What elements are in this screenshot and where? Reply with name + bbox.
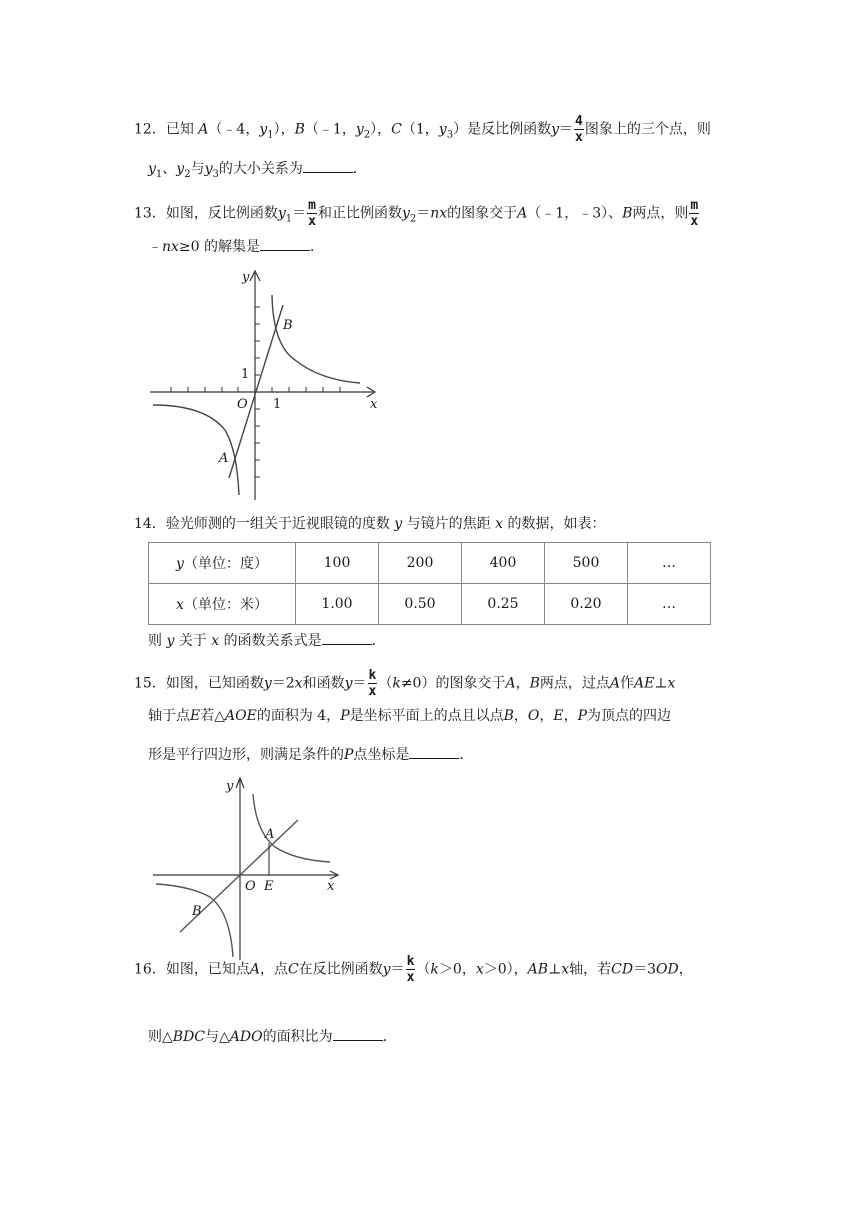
graph-x-label: x bbox=[327, 879, 335, 894]
answer-blank bbox=[322, 630, 372, 645]
q16-line2: 则△BDC与△ADO的面积比为 ． bbox=[148, 1026, 397, 1047]
graph-origin-label: O bbox=[245, 879, 256, 894]
fraction: $\frac{4}{x}$ bbox=[575, 114, 583, 145]
table-row bbox=[149, 584, 711, 625]
table-cell: … bbox=[628, 584, 711, 625]
graph-point-a-label: A bbox=[265, 827, 275, 842]
graph-point-e-label: E bbox=[264, 879, 274, 894]
graph-point-a-label: A bbox=[219, 451, 229, 466]
q15-line2: 轴于点E若△AOE的面积为 4，P是坐标平面上的点且以点B，O，E，P为顶点的四边 bbox=[148, 708, 672, 724]
table-row-header: y（单位：度） bbox=[149, 543, 296, 584]
q13-line2: ﹣nx≥0 的解集是 ． bbox=[148, 236, 324, 257]
fraction: $\frac{k}{x}$ bbox=[406, 954, 415, 985]
fraction: $\frac{m}{x}$ bbox=[308, 198, 316, 229]
fraction: $\frac{k}{x}$ bbox=[368, 668, 377, 699]
answer-blank bbox=[333, 1026, 383, 1041]
answer-blank bbox=[409, 744, 459, 759]
table-cell: 1.00 bbox=[296, 584, 379, 625]
table-cell: 0.50 bbox=[379, 584, 462, 625]
table-cell: 100 bbox=[296, 543, 379, 584]
q13-line1: 13．如图，反比例函数$y_1=$ $\frac{m}{x}$ 和正比例函数$y_2=nx$的图象交于A（﹣1，﹣3）、B两点，则 $\frac{m}{x}$ bbox=[134, 198, 699, 229]
q14-line1: 14．验光师测的一组关于近视眼镜的度数 y 与镜片的焦距 x 的数据，如表： bbox=[134, 516, 606, 532]
graph-origin-label: O bbox=[237, 397, 248, 412]
data-table bbox=[148, 542, 711, 625]
q16-line1: 16．如图，已知点A，点C在反比例函数y＝ $\frac{k}{x}$ （k＞0，x＞0），AB⊥x轴，若CD＝3OD， bbox=[134, 954, 693, 985]
graph-point-b-label: B bbox=[192, 904, 202, 919]
q15-line3: 形是平行四边形，则满足条件的P点坐标是 ． bbox=[148, 744, 473, 765]
graph-tick-x-1: 1 bbox=[273, 397, 282, 412]
table-row bbox=[149, 543, 711, 584]
q14-line2: 则 y 关于 x 的函数关系式是 ． bbox=[148, 630, 386, 651]
q15-graph bbox=[150, 772, 350, 964]
table-cell: 400 bbox=[462, 543, 545, 584]
table-cell: 200 bbox=[379, 543, 462, 584]
answer-blank bbox=[303, 158, 353, 173]
fraction: $\frac{m}{x}$ bbox=[690, 198, 699, 229]
answer-blank bbox=[260, 236, 310, 251]
table-cell: 0.20 bbox=[545, 584, 628, 625]
graph-tick-y-1: 1 bbox=[241, 367, 250, 382]
q12-line1: 12．已知 A（﹣4，$y_1$），B（﹣1，$y_2$），C（1，$y_3$）是反比例函数y＝ $\frac{4}{x}$ 图象上的三个点，则 bbox=[134, 114, 711, 145]
graph-y-label: y bbox=[242, 270, 250, 285]
table-row-header: x（单位：米） bbox=[149, 584, 296, 625]
table-cell: 0.25 bbox=[462, 584, 545, 625]
graph-y-label: y bbox=[226, 779, 234, 794]
graph-point-b-label: B bbox=[283, 318, 293, 333]
graph-x-label: x bbox=[370, 397, 378, 412]
q15-line1: 15．如图，已知函数y＝2x和函数y＝ $\frac{k}{x}$ （k≠0）的图象交于A，B两点，过点A作AE⊥x bbox=[134, 668, 676, 699]
q13-graph bbox=[145, 265, 385, 505]
table-cell: 500 bbox=[545, 543, 628, 584]
q12-line2: $y_1$、$y_2$与$y_3$的大小关系为 ． bbox=[148, 158, 367, 185]
table-cell: … bbox=[628, 543, 711, 584]
